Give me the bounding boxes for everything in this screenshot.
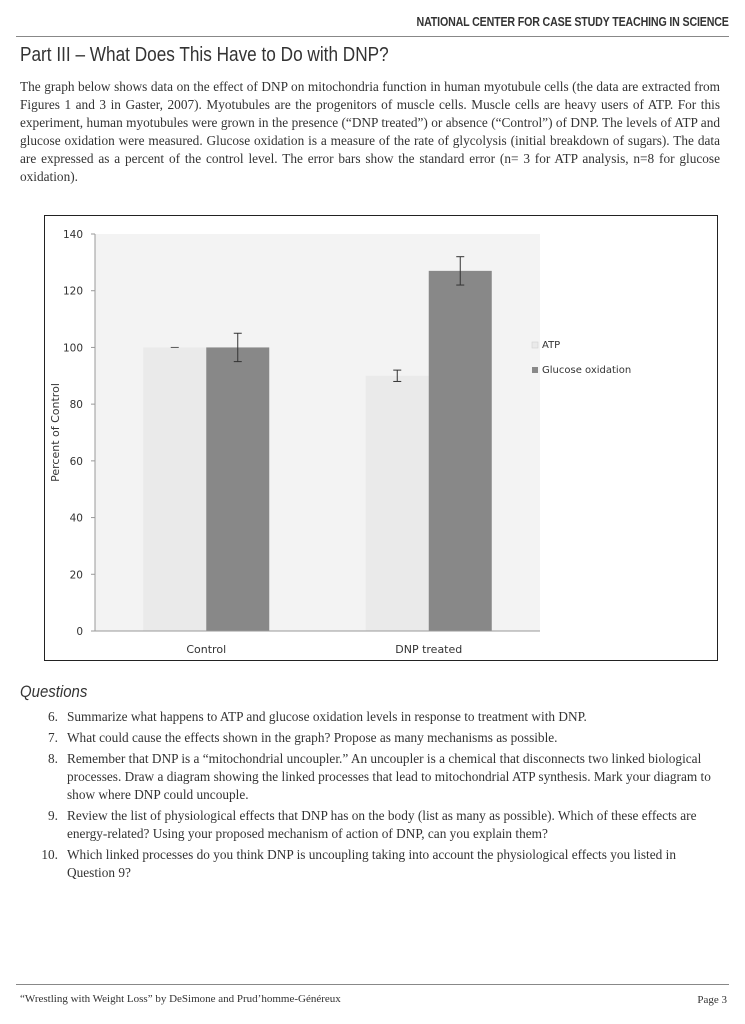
bar-atp-dnp-treated — [366, 376, 429, 631]
question-item — [20, 807, 720, 843]
intro-paragraph: The graph below shows data on the effect of DNP on mitochondria function in human myotubule cells (the data are extracted from Figures 1 and 3 in Gaster, 2007). Myotubules are the progenitors of muscle cells. Muscle cells are heavy users of ATP. For this experiment, human myotubules were grown in the presence (“DNP treated”) or absence (“Control”) of DNP. The levels of ATP and glucose oxidation were measured. Glucose oxidation is a measure of the rate of glycolysis (initial breakdown of sugars). The data are expressed as a percent of the control level. The error bars show the standard error (n= 3 for ATP analysis, n=8 for glucose oxidation). — [20, 79, 720, 184]
question-item — [20, 729, 720, 747]
bar-glucose-oxidation-dnp-treated — [429, 271, 492, 631]
question-item — [20, 708, 720, 726]
questions-title: Questions — [20, 682, 88, 701]
legend-label: Glucose oxidation — [542, 365, 632, 376]
header-divider — [16, 36, 729, 37]
question-item — [20, 750, 720, 804]
bar-chart — [45, 216, 716, 659]
bar-atp-control — [143, 347, 206, 631]
question-number: 7. — [48, 730, 58, 745]
question-number: 6. — [48, 709, 58, 724]
question-number: 8. — [48, 751, 58, 766]
question-text: Summarize what happens to ATP and glucose oxidation levels in response to treatment with DNP. — [67, 709, 587, 724]
question-text: Which linked processes do you think DNP is uncoupling taking into account the physiological effects you listed in Question 9? — [67, 847, 676, 880]
y-tick-label: 60 — [69, 455, 83, 468]
header-organization: NATIONAL CENTER FOR CASE STUDY TEACHING IN SCIENCE — [416, 14, 729, 29]
question-text: What could cause the effects shown in the graph? Propose as many mechanisms as possible. — [67, 730, 558, 745]
y-tick-label: 0 — [76, 626, 83, 638]
question-text: Review the list of physiological effects that DNP has on the body (list as many as possible). Which of these effects are energy-related? Using your proposed mechanism of action of DNP, can you explain them? — [67, 808, 697, 841]
footer-citation: “Wrestling with Weight Loss” by DeSimone and Prud’homme-Généreux — [20, 993, 341, 1005]
page-number: Page 3 — [697, 994, 727, 1006]
chart-container — [44, 215, 718, 661]
question-number: 9. — [48, 808, 58, 823]
question-number: 10. — [41, 847, 58, 862]
x-category-label: DNP treated — [395, 643, 463, 656]
bar-glucose-oxidation-control — [206, 347, 269, 631]
y-tick-label: 20 — [69, 569, 83, 582]
section-title: Part III – What Does This Have to Do with DNP? — [20, 44, 389, 66]
legend-label: ATP — [542, 340, 561, 351]
legend-swatch — [532, 367, 538, 373]
footer-divider — [16, 984, 729, 985]
questions-list — [20, 708, 720, 885]
y-tick-label: 120 — [62, 285, 83, 298]
legend-swatch — [532, 342, 538, 348]
y-tick-label: 140 — [62, 229, 83, 241]
y-tick-label: 40 — [69, 512, 83, 525]
question-text: Remember that DNP is a “mitochondrial uncoupler.” An uncoupler is a chemical that disconnects two linked biological processes. Draw a diagram showing the linked processes that lead to mitochondrial ATP synthesis. Mark your diagram to show where DNP could uncouple. — [67, 751, 711, 802]
y-tick-label: 100 — [62, 342, 83, 355]
y-tick-label: 80 — [69, 399, 83, 412]
y-axis-label: Percent of Control — [49, 383, 62, 482]
x-category-label: Control — [186, 643, 227, 656]
question-item — [20, 846, 720, 882]
